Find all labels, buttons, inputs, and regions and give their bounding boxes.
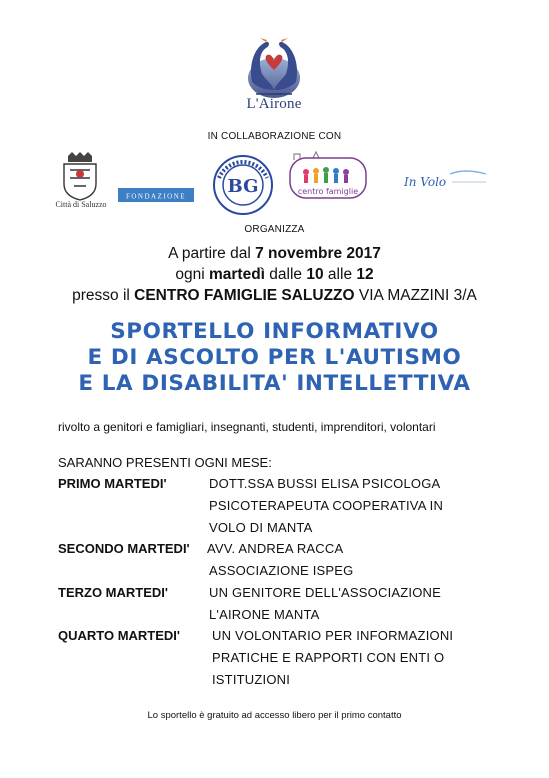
row-text: ISTITUZIONI [212, 672, 291, 687]
row-label-primo: PRIMO MARTEDI' [58, 476, 167, 491]
in-volo-logo [390, 168, 490, 192]
fondazione-logo-text: FONDAZIONE [125, 192, 187, 201]
row-text: UN GENITORE DELL'ASSOCIAZIONE [209, 585, 441, 600]
row-text: L'AIRONE MANTA [209, 607, 320, 622]
svg-text:BG: BG [227, 176, 259, 197]
row-text: DOTT.SSA BUSSI ELISA PSICOLOGA [209, 476, 441, 491]
presenti-heading: SARANNO PRESENTI OGNI MESE: [58, 455, 272, 470]
collaboration-heading: IN COLLABORAZIONE CON [207, 131, 342, 142]
in-volo-logo-text: In Volo [404, 175, 447, 189]
centro-famiglie-logo [286, 150, 370, 206]
row-text: PRATICHE E RAPPORTI CON ENTI O [212, 650, 445, 665]
row-label-quarto: QUARTO MARTEDI' [58, 628, 181, 643]
location-line: presso il CENTRO FAMIGLIE SALUZZO VIA MAZZINI 3/A [72, 287, 477, 304]
row-text: PSICOTERAPEUTA COOPERATIVA IN [209, 498, 444, 513]
ispeg-logo [210, 152, 276, 218]
row-text: UN VOLONTARIO PER INFORMAZIONI [212, 628, 454, 643]
saluzzo-label: Città di Saluzzo [55, 200, 107, 209]
headline-line-2: E DI ASCOLTO PER L'AUTISMO [87, 345, 462, 370]
row-text: ASSOCIAZIONE ISPEG [209, 563, 354, 578]
headline-line-1: SPORTELLO INFORMATIVO [110, 319, 439, 344]
day-time-line: ogni martedì dalle 10 alle 12 [175, 266, 374, 283]
centro-famiglie-logo-text: centro famiglie [297, 187, 359, 196]
audience-text: rivolto a genitori e famigliari, insegnanti, studenti, imprenditori, volontari [58, 420, 436, 434]
row-label-secondo: SECONDO MARTEDI' [58, 541, 190, 556]
footer-note: Lo sportello è gratuito ad accesso libero per il primo contatto [147, 710, 402, 721]
airone-logo-text: L'Airone [246, 96, 302, 112]
row-text: VOLO DI MANTA [209, 520, 313, 535]
start-date-line: A partire dal 7 novembre 2017 [168, 245, 381, 262]
organizza-heading: ORGANIZZA [244, 224, 305, 235]
headline-line-3: E LA DISABILITA' INTELLETTIVA [78, 371, 471, 396]
row-text: AVV. ANDREA RACCA [207, 541, 344, 556]
row-label-terzo: TERZO MARTEDI' [58, 585, 168, 600]
fondazione-logo [118, 185, 194, 205]
